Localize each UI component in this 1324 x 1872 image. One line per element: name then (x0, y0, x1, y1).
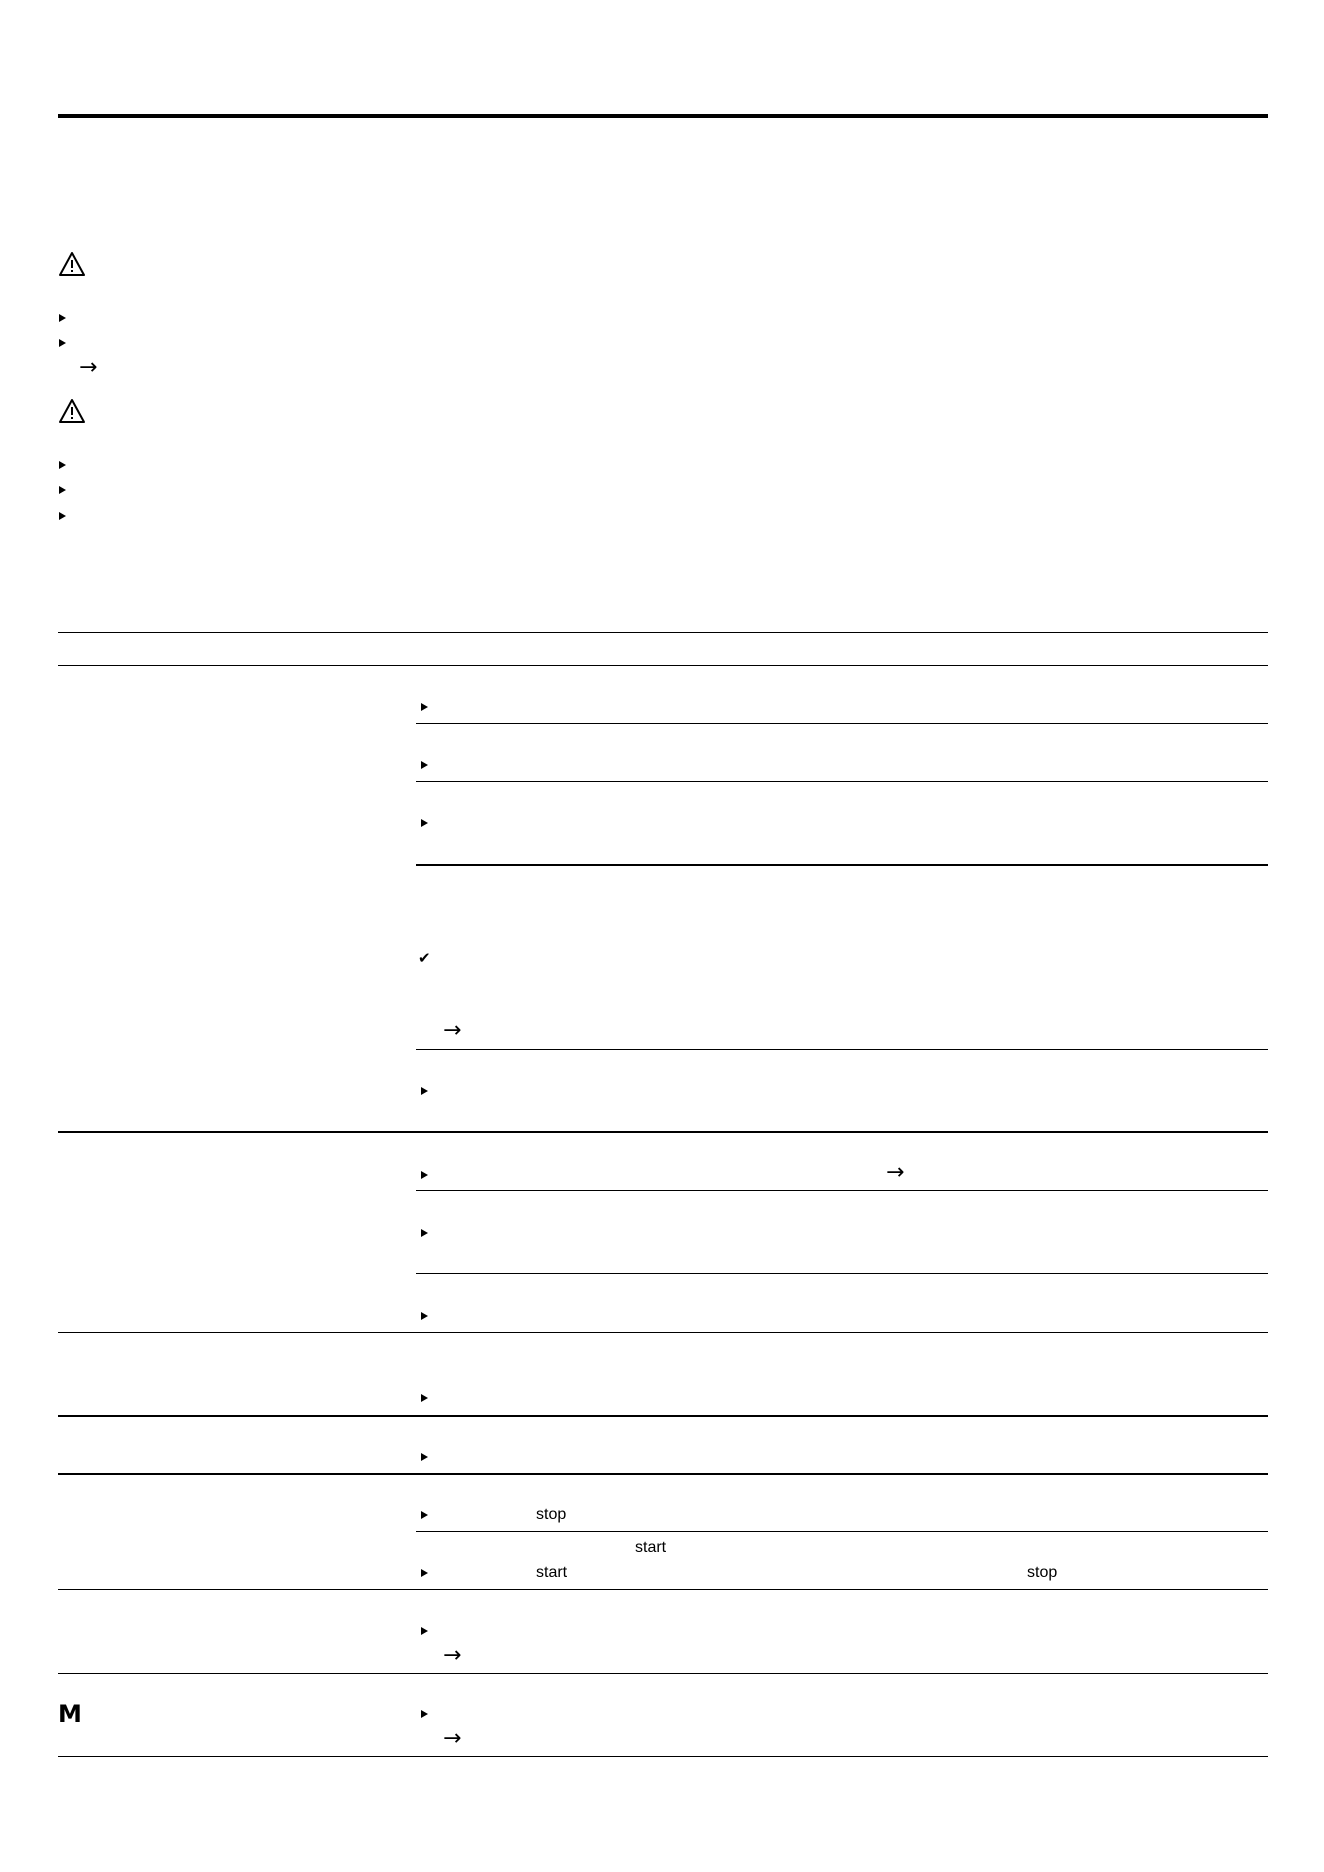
bullet-triangle-icon (421, 1171, 428, 1179)
table-group-rule (58, 1332, 1268, 1333)
bullet-triangle-icon (59, 486, 66, 494)
keyword-stop: stop (1027, 1564, 1058, 1581)
bullet-triangle-icon (421, 1569, 428, 1577)
table-group-rule (58, 1415, 1268, 1417)
bullet-triangle-icon (59, 314, 66, 322)
bullet-triangle-icon (421, 761, 428, 769)
table-row-rule (416, 1190, 1268, 1191)
table-row-rule (416, 1049, 1268, 1050)
page-top-rule (58, 114, 1268, 118)
warning-triangle-icon (58, 251, 86, 277)
table-group-rule (58, 1131, 1268, 1133)
row-symbol-m: M (58, 1700, 82, 1728)
bullet-triangle-icon (421, 1453, 428, 1461)
bullet-triangle-icon (421, 1394, 428, 1402)
table-group-rule (58, 1589, 1268, 1590)
bullet-triangle-icon (421, 703, 428, 711)
bullet-triangle-icon (421, 1627, 428, 1635)
table-row-rule (416, 1531, 1268, 1532)
bullet-triangle-icon (421, 1312, 428, 1320)
table-row-rule (416, 1273, 1268, 1274)
table-row-rule (416, 723, 1268, 724)
bullet-triangle-icon (421, 1710, 428, 1718)
table-row-rule (416, 781, 1268, 782)
arrow-right-icon: → (443, 1018, 462, 1043)
bullet-triangle-icon (421, 819, 428, 827)
table-header-top-rule (58, 632, 1268, 633)
arrow-right-icon: → (79, 355, 98, 380)
table-row-rule (416, 864, 1268, 866)
bullet-triangle-icon (421, 1229, 428, 1237)
arrow-right-icon: → (443, 1643, 462, 1668)
warning-triangle-icon (58, 398, 86, 424)
bullet-triangle-icon (59, 512, 66, 520)
table-header-bottom-rule (58, 665, 1268, 666)
keyword-start: start (536, 1564, 568, 1581)
bullet-triangle-icon (421, 1087, 428, 1095)
keyword-start: start (635, 1539, 667, 1556)
table-group-rule (58, 1673, 1268, 1674)
keyword-stop: stop (536, 1506, 567, 1523)
bullet-triangle-icon (59, 339, 66, 347)
table-group-rule (58, 1473, 1268, 1475)
table-bottom-rule (58, 1756, 1268, 1757)
check-icon: ✔ (418, 949, 431, 967)
bullet-triangle-icon (421, 1511, 428, 1519)
arrow-right-icon: → (443, 1726, 462, 1751)
arrow-right-icon: → (886, 1160, 905, 1185)
bullet-triangle-icon (59, 461, 66, 469)
